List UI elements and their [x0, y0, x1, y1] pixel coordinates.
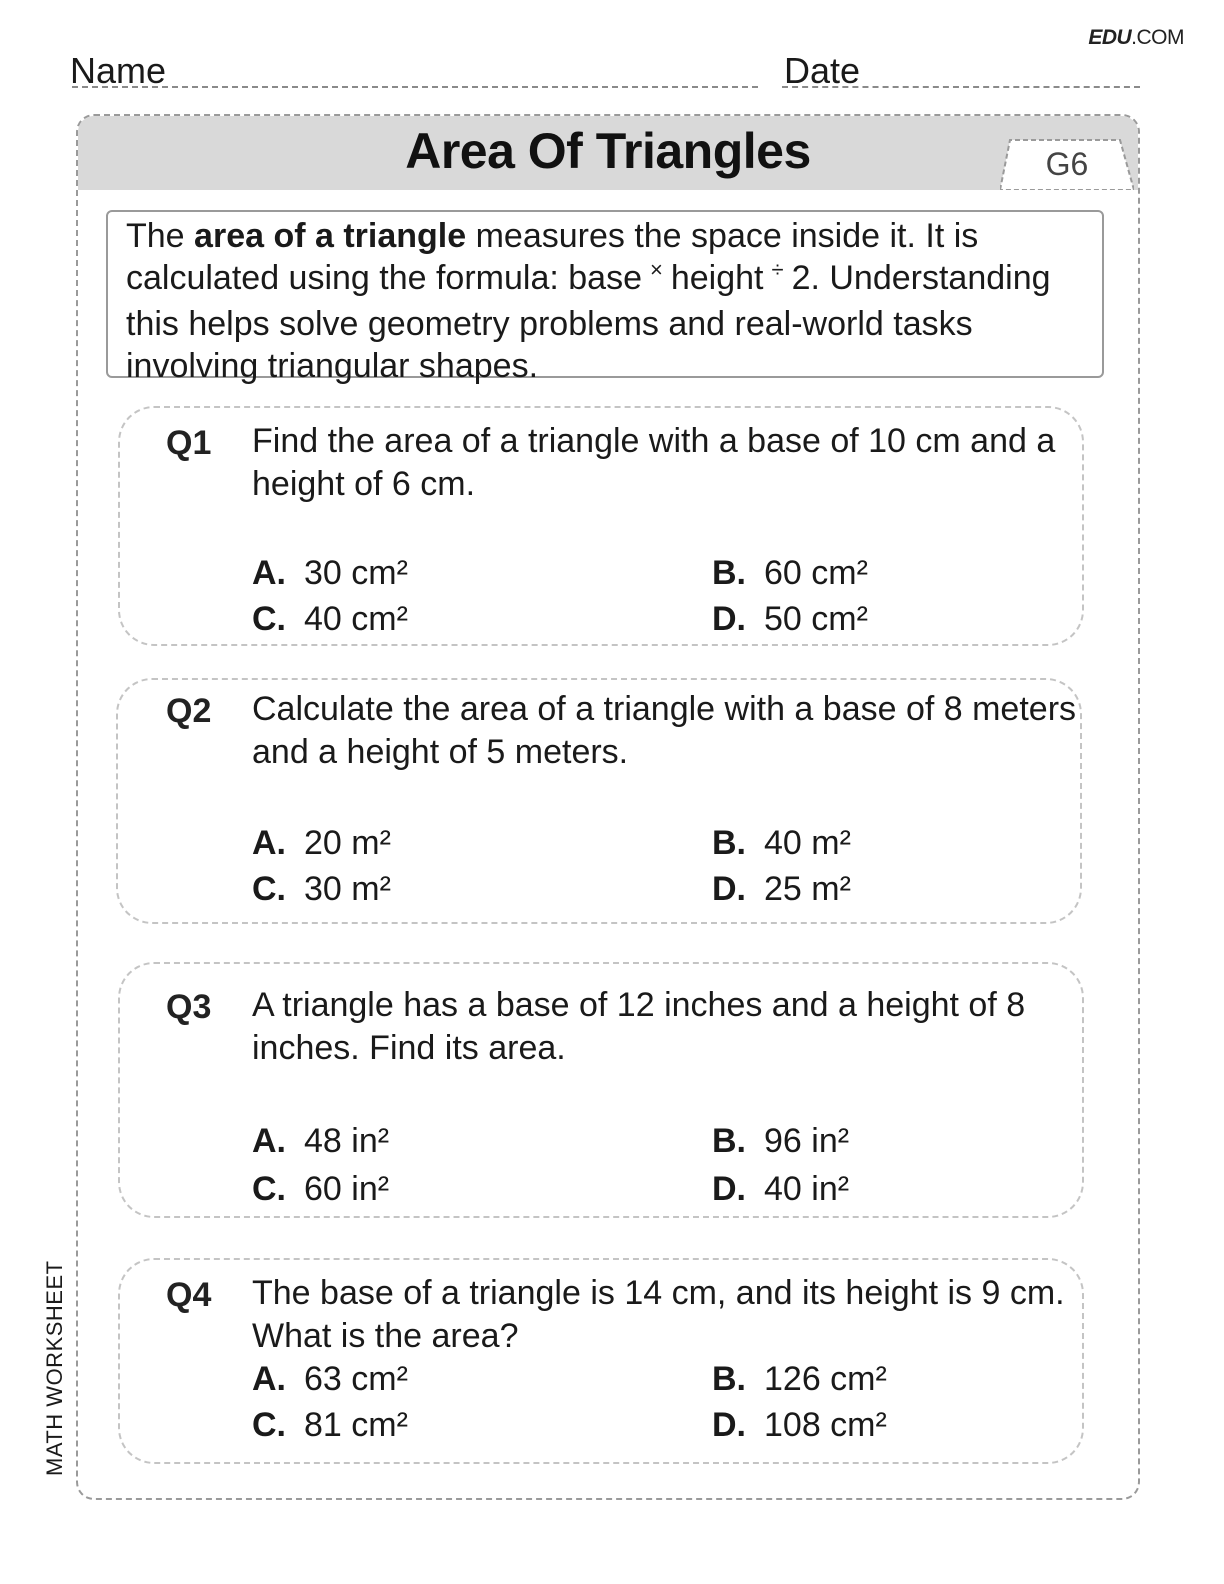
- option-d[interactable]: D. 50 cm²: [712, 600, 868, 638]
- question-card-1: [118, 406, 1084, 646]
- question-number: Q2: [166, 692, 212, 730]
- question-card-4: [118, 1258, 1084, 1464]
- grade-label: G6: [1045, 146, 1089, 182]
- question-number: Q3: [166, 988, 212, 1026]
- option-c[interactable]: C. 60 in²: [252, 1170, 390, 1208]
- question-card-3: [118, 962, 1084, 1218]
- intro-box: The area of a triangle measures the space inside it. It is calculated using the formula: base × height ÷ 2. Understanding this helps solve geometry problems and real-world tasks involving triangular shapes.: [106, 210, 1104, 378]
- grade-tab: [1000, 136, 1134, 190]
- option-a[interactable]: A. 20 m²: [252, 824, 391, 862]
- option-c[interactable]: C. 30 m²: [252, 870, 391, 908]
- intro-bold-term: area of a triangle: [194, 217, 467, 255]
- option-c[interactable]: C. 40 cm²: [252, 600, 408, 638]
- question-number: Q1: [166, 424, 212, 462]
- title-bar: [78, 116, 1138, 190]
- brand-logo: EDU.COM: [1088, 26, 1184, 49]
- option-b[interactable]: B. 40 m²: [712, 824, 851, 862]
- option-c[interactable]: C. 81 cm²: [252, 1406, 408, 1444]
- name-label: Name: [70, 50, 167, 91]
- option-b[interactable]: B. 96 in²: [712, 1122, 850, 1160]
- date-label: Date: [784, 50, 861, 91]
- option-a[interactable]: A. 63 cm²: [252, 1360, 408, 1398]
- option-a[interactable]: A. 30 cm²: [252, 554, 408, 592]
- side-label: MATH WORKSHEET: [42, 1260, 67, 1476]
- name-line: [72, 86, 758, 88]
- question-text: The base of a triangle is 14 cm, and its height is 9 cm. What is the area?: [252, 1274, 1065, 1355]
- option-a[interactable]: A. 48 in²: [252, 1122, 390, 1160]
- divide-symbol: ÷: [771, 257, 784, 282]
- question-number: Q4: [166, 1276, 212, 1314]
- option-d[interactable]: D. 25 m²: [712, 870, 851, 908]
- question-card-2: [116, 678, 1082, 924]
- option-b[interactable]: B. 126 cm²: [712, 1360, 887, 1398]
- times-symbol: ×: [649, 257, 663, 282]
- option-d[interactable]: D. 40 in²: [712, 1170, 850, 1208]
- question-text: Find the area of a triangle with a base of 10 cm and a height of 6 cm.: [252, 422, 1056, 503]
- option-b[interactable]: B. 60 cm²: [712, 554, 868, 592]
- question-text: A triangle has a base of 12 inches and a height of 8 inches. Find its area.: [252, 986, 1026, 1067]
- question-text: Calculate the area of a triangle with a base of 8 meters and a height of 5 meters.: [252, 690, 1077, 771]
- page-title: Area Of Triangles: [405, 123, 811, 179]
- option-d[interactable]: D. 108 cm²: [712, 1406, 887, 1444]
- date-line: [782, 86, 1140, 88]
